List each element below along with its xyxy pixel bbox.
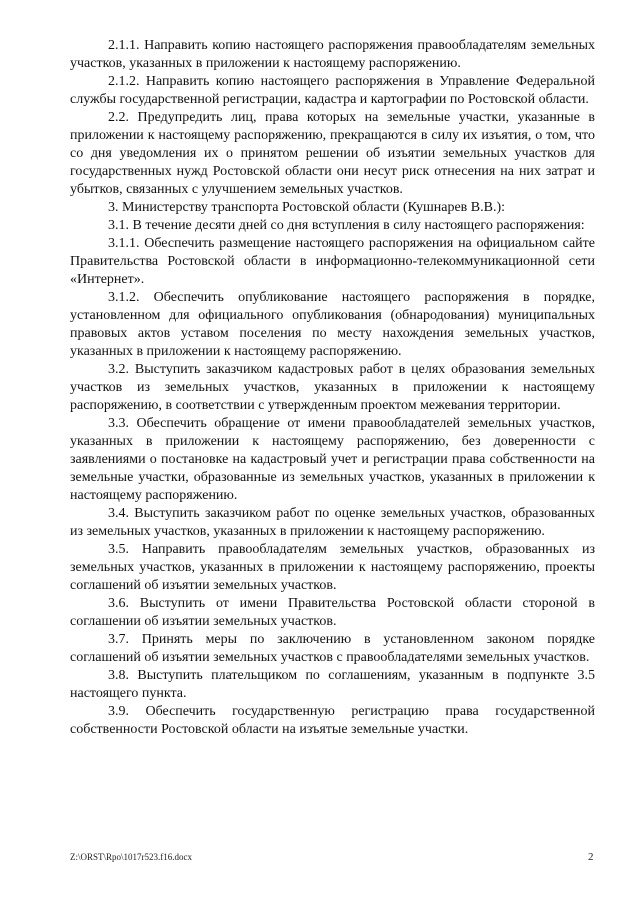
paragraph-2-2: 2.2. Предупредить лиц, права которых на земельные участки, указанные в приложении к настоящему распоряжению, прекращаются в силу их изъятия, о том, что со дня уведомления их о принятом решении об изъятии земельных участков для государственных нужд Ростовской области они несут риск отнесения на них затрат и убытков, связанных с улучшением земельных участков. [70, 110, 595, 197]
paragraph-3: 3. Министерству транспорта Ростовской области (Кушнарев В.В.): [108, 200, 505, 215]
paragraph-3-1-1: 3.1.1. Обеспечить размещение настоящего распоряжения на официальном сайте Правительства Ростовской области в информационно-телекоммуникационной сети «Интернет». [70, 236, 595, 287]
footer-file-path: Z:\ORST\Rpo\1017r523.f16.docx [70, 852, 192, 862]
paragraph-2-1-2: 2.1.2. Направить копию настоящего распоряжения в Управление Федеральной службы государственной регистрации, кадастра и картографии по Ростовской области. [70, 74, 595, 107]
paragraph-3-6: 3.6. Выступить от имени Правительства Ростовской области стороной в соглашении об изъятии земельных участков. [70, 596, 595, 629]
paragraph-3-1: 3.1. В течение десяти дней со дня вступления в силу настоящего распоряжения: [108, 218, 585, 233]
document-body [70, 37, 595, 739]
paragraph-3-2: 3.2. Выступить заказчиком кадастровых работ в целях образования земельных участков из земельных участков, указанных в приложении к настоящему распоряжению, в соответствии с утвержденным проектом межевания территории. [70, 362, 595, 413]
paragraph-3-3: 3.3. Обеспечить обращение от имени правообладателей земельных участков, указанных в приложении к настоящему распоряжению, без доверенности с заявлениями о постановке на кадастровый учет и регистрации права собственности на земельные участки, образованные из земельных участков, указанных в приложении к настоящему распоряжению. [70, 416, 595, 503]
paragraph-3-7: 3.7. Принять меры по заключению в установленном законом порядке соглашений об изъятии земельных участков с правообладателями земельных участков. [70, 632, 595, 665]
paragraph-2-1-1: 2.1.1. Направить копию настоящего распоряжения правообладателям земельных участков, указанных в приложении к настоящему распоряжению. [70, 38, 595, 71]
paragraph-3-9: 3.9. Обеспечить государственную регистрацию права государственной собственности Ростовской области на изъятые земельные участки. [70, 704, 595, 737]
page-number: 2 [588, 851, 594, 863]
paragraph-3-1-2: 3.1.2. Обеспечить опубликование настоящего распоряжения в порядке, установленном для официального опубликования (обнародования) муниципальных правовых актов уставом поселения по месту нахождения земельных участков, указанных в приложении к настоящему распоряжению. [70, 290, 595, 359]
paragraph-3-8: 3.8. Выступить плательщиком по соглашениям, указанным в подпункте 3.5 настоящего пункта. [70, 668, 595, 701]
paragraph-3-4: 3.4. Выступить заказчиком работ по оценке земельных участков, образованных из земельных участков, указанных в приложении к настоящему распоряжению. [70, 506, 595, 539]
paragraph-3-5: 3.5. Направить правообладателям земельных участков, образованных из земельных участков, указанных в приложении к настоящему распоряжению, проекты соглашений об изъятии земельных участков. [70, 542, 595, 593]
